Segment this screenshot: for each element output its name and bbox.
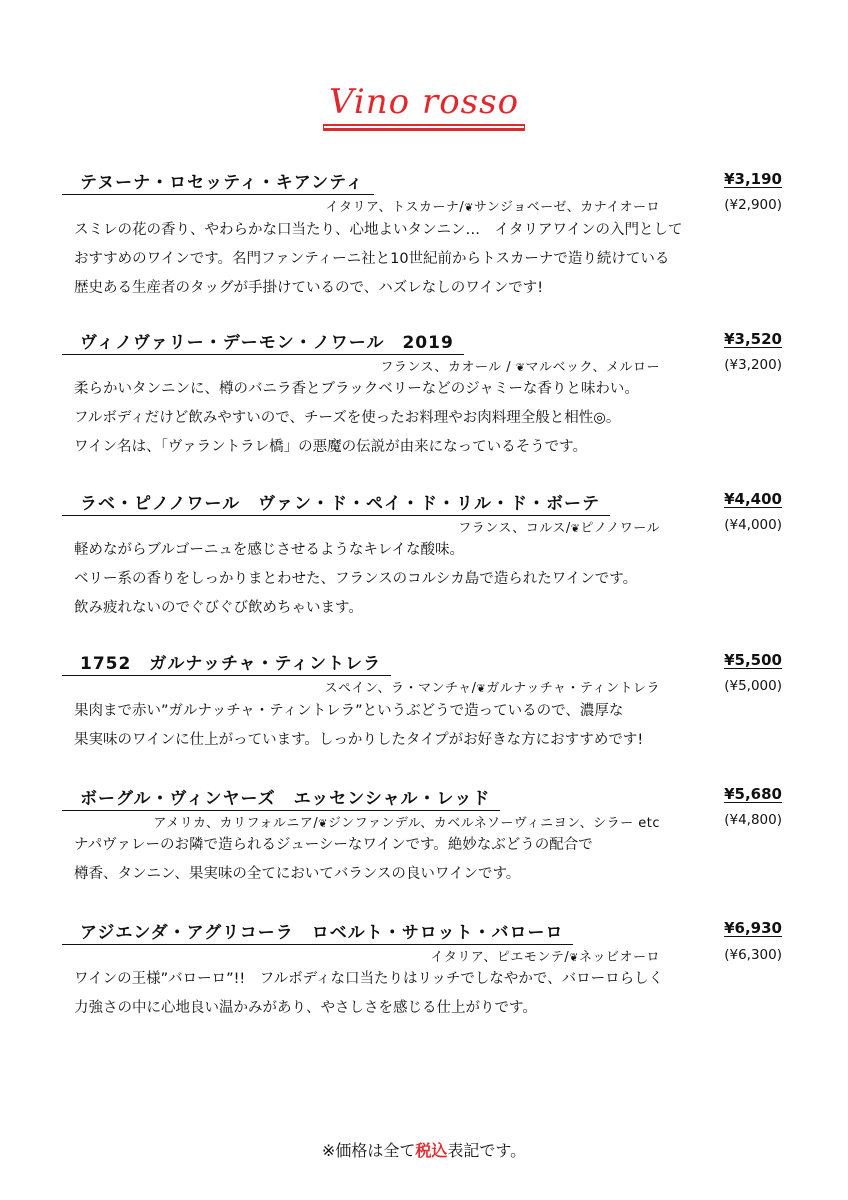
wine-description: 果肉まで赤い”ガルナッチャ・ティントレラ”というぶどうで造っているので、濃厚な 果実味のワインに仕上がっています。しっかりしたタイプがお好きな方におすすめです! [74, 703, 644, 748]
wine-name: 1752 ガルナッチャ・ティントレラ [62, 649, 391, 676]
wine-price: ¥4,400 [724, 490, 782, 508]
wine-origin: フランス、カオール / ❦マルベック、メルロー [380, 360, 660, 375]
wine-price: ¥5,500 [724, 651, 782, 669]
wine-price-notax: (¥2,900) [724, 197, 782, 213]
wine-name: ヴィノヴァリー・デーモン・ノワール 2019 [62, 328, 464, 355]
wine-price: ¥3,190 [724, 170, 782, 188]
wine-description: スミレの花の香り、やわらかな口当たり、心地よいタンニン… イタリアワインの入門として おすすめのワインです。名門ファンティーニ社と10世紀前からトスカーナで造り続けている 歴史ある生産者のタッグが手掛けているので、ハズレなしのワインです! [74, 222, 683, 296]
grape-icon: ❦ [476, 682, 487, 695]
wine-price-notax: (¥3,200) [724, 357, 782, 373]
wine-origin: フランス、コルス/❦ピノノワール [458, 521, 660, 536]
wine-price-notax: (¥5,000) [724, 678, 782, 694]
title-block [0, 82, 848, 126]
wine-name: ラベ・ピノノワール ヴァン・ド・ペイ・ド・リル・ド・ボーテ [62, 489, 610, 516]
wine-origin: イタリア、ピエモンテ/❦ネッビオーロ [430, 950, 660, 965]
wine-description: ナパヴァレーのお隣で造られるジューシーなワインです。絶妙なぶどうの配合で 樽香、タンニン、果実味の全てにおいてバランスの良いワインです。 [74, 837, 593, 882]
grape-icon: ❦ [318, 817, 328, 830]
wine-price: ¥5,680 [724, 785, 782, 803]
wine-origin: イタリア、トスカーナ/❦サンジョベーゼ、カナイオーロ [325, 200, 660, 215]
grape-icon: ❦ [569, 951, 579, 964]
wine-name: ボーグル・ヴィンヤーズ エッセンシャル・レッド [62, 784, 500, 811]
grape-icon: ❦ [570, 522, 581, 535]
page-title: Vino rosso [323, 82, 525, 126]
wine-name: アジエンダ・アグリコーラ ロベルト・サロット・バローロ [62, 918, 573, 945]
wine-price: ¥3,520 [724, 330, 782, 348]
wine-price-notax: (¥4,800) [724, 812, 782, 828]
grape-icon: ❦ [464, 201, 474, 214]
wine-description: ワインの王様”バローロ”!! フルボディな口当たりはリッチでしなやかで、バローロらしく 力強さの中に心地良い温かみがあり、やさしさを感じる仕上がりです。 [74, 971, 664, 1016]
wine-price: ¥6,930 [724, 919, 782, 937]
wine-price-notax: (¥4,000) [724, 517, 782, 533]
wine-description: 軽めながらブルゴーニュを感じさせるようなキレイな酸味。 ベリー系の香りをしっかりまとわせた、フランスのコルシカ島で造られたワインです。 飲み疲れないのでぐびぐび飲めちゃいます。 [74, 542, 638, 616]
tax-included-emphasis: 税込 [415, 1141, 448, 1160]
tax-note: ※価格は全て税込表記です。 [321, 1141, 527, 1160]
wine-origin: アメリカ、カリフォルニア/❦ジンファンデル、カベルネソーヴィニヨン、シラー etc [153, 816, 660, 831]
wine-description: 柔らかいタンニンに、樽のバニラ香とブラックベリーなどのジャミーな香りと味わい。 フルボディだけど飲みやすいので、チーズを使ったお料理やお肉料理全般と相性◎。 ワイン名は、「ヴァラントラレ橋」の悪魔の伝説が由来になっているそうです。 [74, 381, 639, 455]
grape-icon: ❦ [515, 361, 526, 374]
wine-name: テヌーナ・ロセッティ・キアンティ [62, 168, 374, 195]
wine-price-notax: (¥6,300) [724, 947, 782, 963]
wine-origin: スペイン、ラ・マンチャ/❦ガルナッチャ・ティントレラ [324, 681, 660, 696]
